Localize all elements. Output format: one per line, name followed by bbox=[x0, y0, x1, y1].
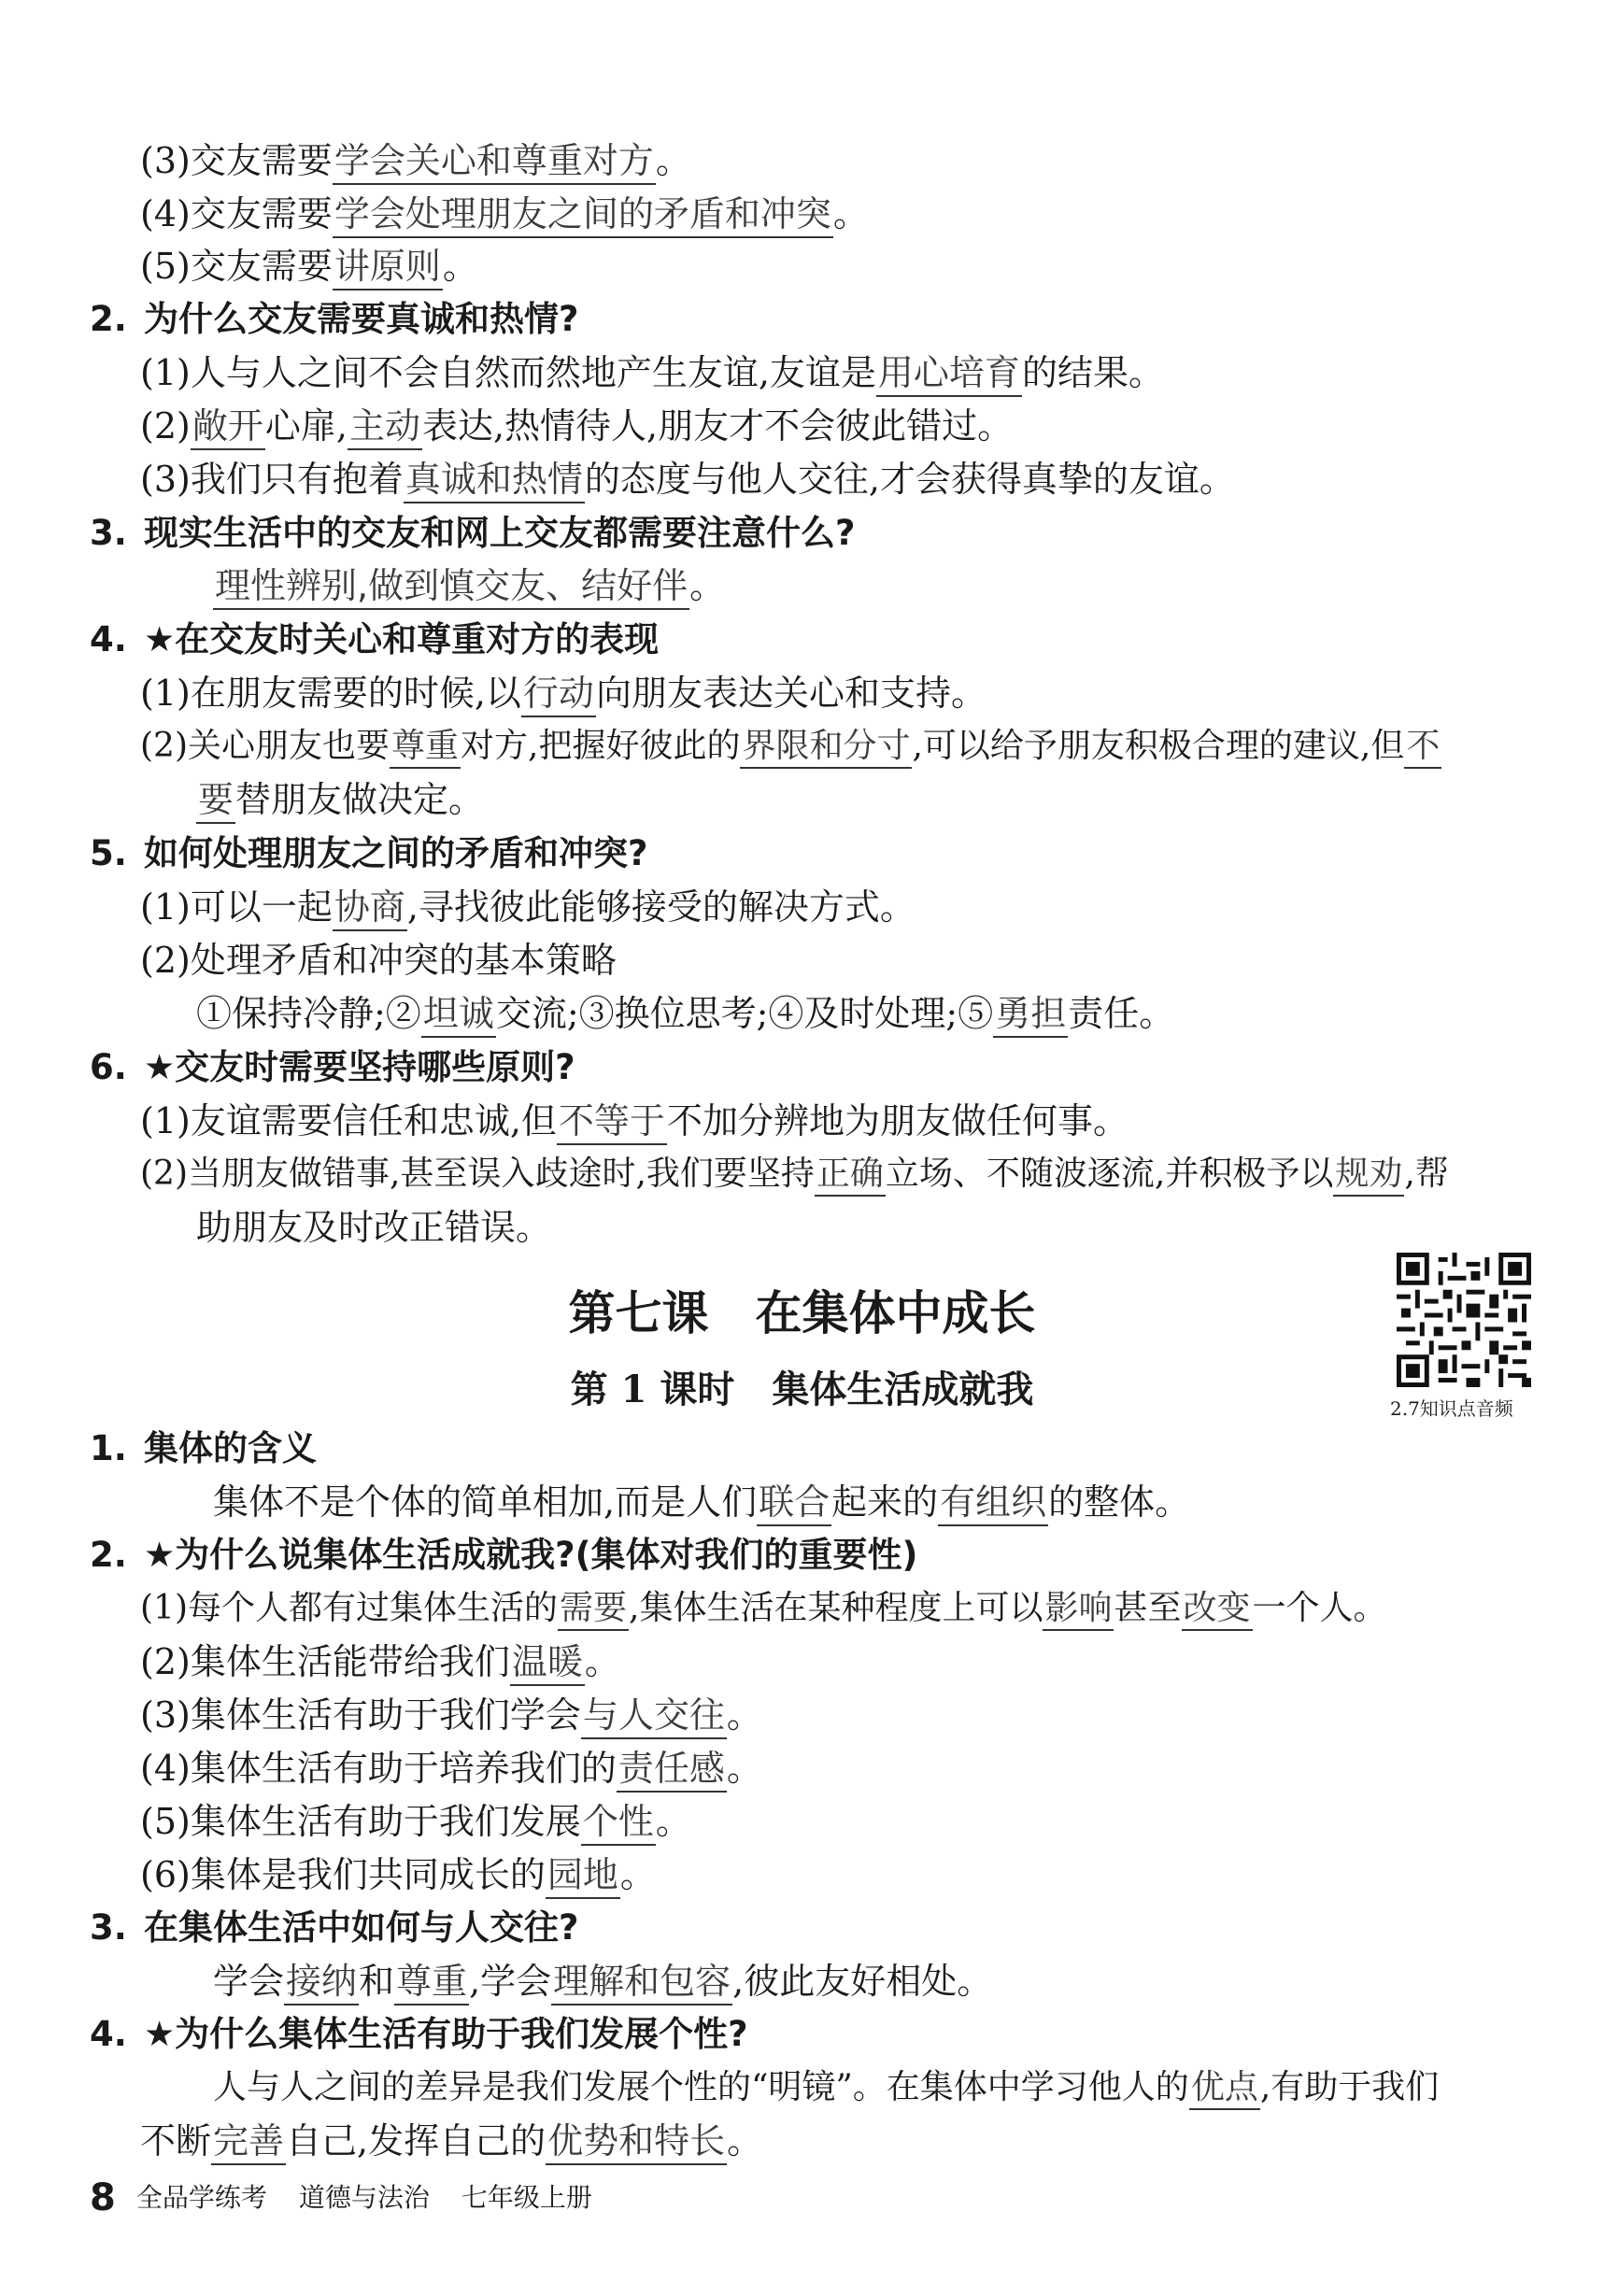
handwritten-answer: 学会处理朋友之间的矛盾和冲突 bbox=[333, 193, 833, 238]
text-line: (3)交友需要学会关心和尊重对方。 bbox=[140, 136, 691, 185]
period-title: 第 1 课时 集体生活成就我 bbox=[570, 1368, 1034, 1411]
text-line: (2)当朋友做错事,甚至误入歧途时,我们要坚持正确立场、不随波逐流,并积极予以规劝,帮 bbox=[140, 1150, 1449, 1198]
handwritten-answer: 与人交往 bbox=[581, 1694, 727, 1739]
handwritten-answer: 理性辨别,做到慎交友、结好伴 bbox=[213, 565, 689, 610]
question-heading: 4. ★为什么集体生活有助于我们发展个性? bbox=[90, 2014, 748, 2054]
handwritten-answer: 尊重 bbox=[390, 727, 461, 769]
handwritten-answer: 需要 bbox=[558, 1589, 629, 1631]
question-heading: 2. ★为什么说集体生活成就我?(集体对我们的重要性) bbox=[90, 1535, 918, 1575]
text-line: (1)每个人都有过集体生活的需要,集体生活在某种程度上可以影响甚至改变一个人。 bbox=[140, 1584, 1387, 1633]
handwritten-answer: 讲原则 bbox=[333, 246, 443, 291]
text-line: (3)集体生活有助于我们学会与人交往。 bbox=[140, 1691, 762, 1739]
handwritten-answer: 温暖 bbox=[510, 1641, 585, 1686]
question-heading: 2. 为什么交友需要真诚和热情? bbox=[90, 299, 579, 339]
handwritten-answer: 规劝 bbox=[1333, 1155, 1404, 1197]
qr-code-icon[interactable] bbox=[1397, 1253, 1531, 1387]
text-line: (6)集体是我们共同成长的园地。 bbox=[140, 1850, 656, 1899]
handwritten-answer: 用心培育 bbox=[876, 352, 1022, 397]
text-line: (4)集体生活有助于培养我们的责任感。 bbox=[140, 1744, 762, 1793]
handwritten-answer: 尊重 bbox=[394, 1961, 469, 2005]
handwritten-answer: 责任感 bbox=[617, 1748, 727, 1793]
text-line: (1)在朋友需要的时候,以行动向朋友表达关心和支持。 bbox=[140, 669, 987, 717]
text-line: (2)关心朋友也要尊重对方,把握好彼此的界限和分寸,可以给予朋友积极合理的建议,但不 bbox=[140, 722, 1441, 771]
handwritten-answer: 界限和分寸 bbox=[740, 727, 912, 769]
handwritten-answer: 要 bbox=[196, 779, 235, 824]
text-line: (2)集体生活能带给我们温暖。 bbox=[140, 1637, 620, 1686]
handwritten-answer: 影响 bbox=[1043, 1589, 1114, 1631]
text-line: 不断完善自己,发挥自己的优势和特长。 bbox=[140, 2117, 762, 2165]
handwritten-answer: 行动 bbox=[521, 673, 596, 717]
grade-name: 七年级上册 bbox=[461, 2182, 592, 2213]
handwritten-answer: 敞开 bbox=[191, 405, 265, 450]
handwritten-answer: 坦诚 bbox=[421, 993, 496, 1038]
text-line: 人与人之间的差异是我们发展个性的“明镜”。在集体中学习他人的优点,有助于我们 bbox=[213, 2063, 1439, 2112]
question-heading: 6. ★交友时需要坚持哪些原则? bbox=[90, 1047, 575, 1087]
text-line: ①保持冷静;②坦诚交流;③换位思考;④及时处理;⑤勇担责任。 bbox=[196, 989, 1174, 1038]
handwritten-answer: 协商 bbox=[333, 886, 407, 931]
handwritten-answer: 完善 bbox=[211, 2120, 286, 2165]
subject-name: 道德与法治 bbox=[298, 2182, 430, 2213]
handwritten-answer: 不等于 bbox=[557, 1100, 667, 1145]
qr-caption: 2.7知识点音频 bbox=[1390, 1397, 1513, 1420]
text-line: (4)交友需要学会处理朋友之间的矛盾和冲突。 bbox=[140, 190, 869, 238]
handwritten-answer: 优势和特长 bbox=[546, 2120, 727, 2165]
series-name: 全品学练考 bbox=[135, 2182, 267, 2213]
handwritten-answer: 真诚和热情 bbox=[404, 459, 585, 503]
text-line: (3)我们只有抱着真诚和热情的态度与他人交往,才会获得真挚的友谊。 bbox=[140, 455, 1235, 503]
question-heading: 3. 在集体生活中如何与人交往? bbox=[90, 1907, 579, 1948]
handwritten-answer: 不 bbox=[1404, 727, 1441, 769]
question-heading: 1. 集体的含义 bbox=[90, 1428, 317, 1468]
handwritten-answer: 理解和包容 bbox=[551, 1961, 732, 2005]
handwritten-answer: 园地 bbox=[546, 1854, 620, 1899]
question-heading: 4. ★在交友时关心和尊重对方的表现 bbox=[90, 619, 660, 659]
text-line: 助朋友及时改正错误。 bbox=[196, 1207, 552, 1248]
text-line: (5)集体生活有助于我们发展个性。 bbox=[140, 1797, 691, 1846]
text-line: 集体不是个体的简单相加,而是人们联合起来的有组织的整体。 bbox=[213, 1478, 1190, 1526]
handwritten-answer: 接纳 bbox=[284, 1961, 359, 2005]
handwritten-answer: 勇担 bbox=[993, 993, 1068, 1038]
text-line: 理性辨别,做到慎交友、结好伴。 bbox=[213, 561, 725, 610]
handwritten-answer: 学会关心和尊重对方 bbox=[333, 140, 656, 185]
text-line: 要替朋友做决定。 bbox=[196, 775, 484, 824]
page-footer bbox=[90, 2176, 624, 2219]
text-line: (2)敞开心扉,主动表达,热情待人,朋友才不会彼此错过。 bbox=[140, 402, 1013, 450]
text-line: (1)人与人之间不会自然而然地产生友谊,友谊是用心培育的结果。 bbox=[140, 348, 1164, 397]
lesson-title: 第七课 在集体中成长 bbox=[568, 1285, 1036, 1340]
handwritten-answer: 正确 bbox=[815, 1155, 886, 1197]
handwritten-answer: 优点 bbox=[1189, 2068, 1260, 2110]
page-number: 8 bbox=[90, 2176, 116, 2219]
handwritten-answer: 联合 bbox=[757, 1481, 831, 1526]
question-heading: 3. 现实生活中的交友和网上交友都需要注意什么? bbox=[90, 513, 856, 553]
question-heading: 5. 如何处理朋友之间的矛盾和冲突? bbox=[90, 833, 648, 873]
handwritten-answer: 有组织 bbox=[938, 1481, 1048, 1526]
text-line: (1)可以一起协商,寻找彼此能够接受的解决方式。 bbox=[140, 883, 916, 931]
handwritten-answer: 个性 bbox=[581, 1801, 656, 1846]
text-line: (2)处理矛盾和冲突的基本策略 bbox=[140, 940, 617, 981]
handwritten-answer: 主动 bbox=[348, 405, 422, 450]
text-line: (5)交友需要讲原则。 bbox=[140, 242, 478, 291]
text-line: 学会接纳和尊重,学会理解和包容,彼此友好相处。 bbox=[213, 1957, 992, 2005]
text-line: (1)友谊需要信任和忠诚,但不等于不加分辨地为朋友做任何事。 bbox=[140, 1097, 1128, 1145]
handwritten-answer: 改变 bbox=[1182, 1589, 1253, 1631]
